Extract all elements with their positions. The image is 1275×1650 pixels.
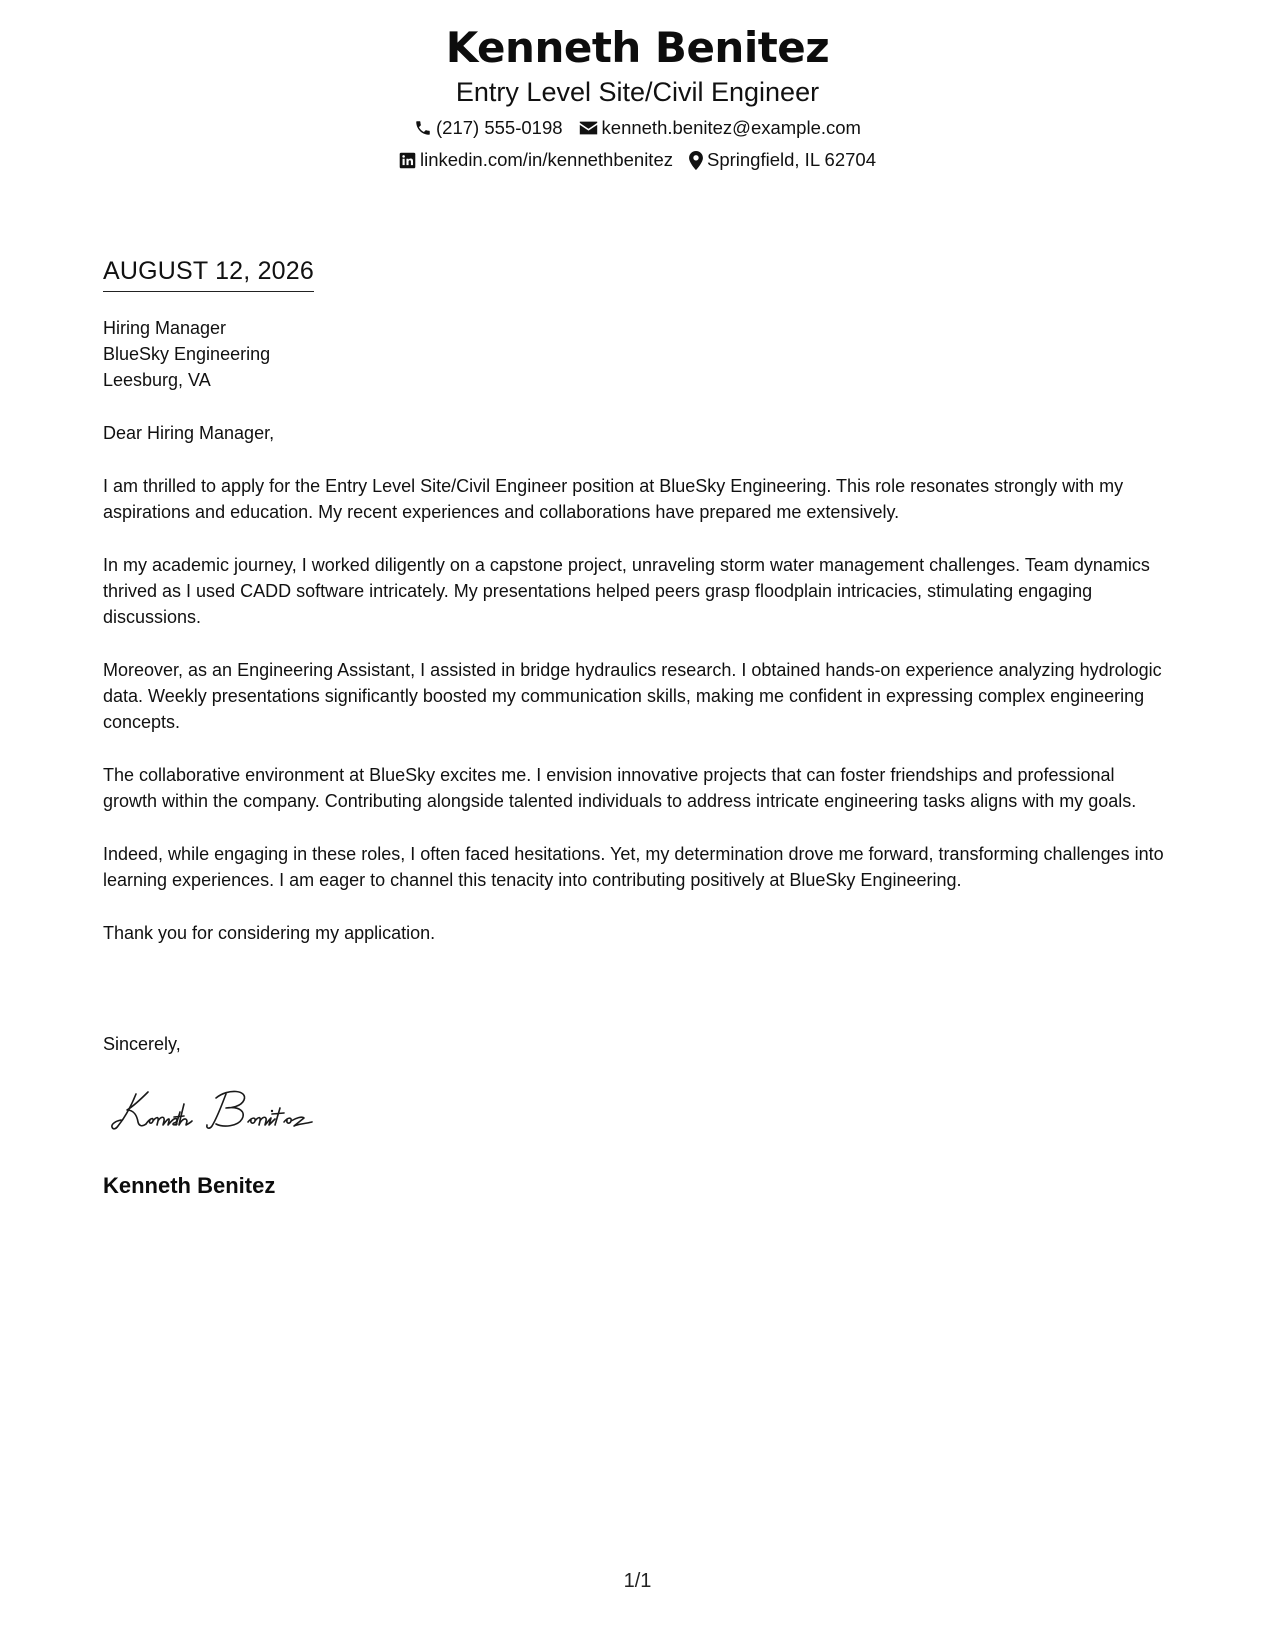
linkedin-text[interactable]: linkedin.com/in/kennethbenitez	[419, 149, 673, 170]
phone-icon	[414, 119, 432, 137]
contact-row-primary	[0, 113, 1275, 143]
email-contact[interactable]	[579, 116, 861, 140]
salutation: Dear Hiring Manager,	[103, 423, 275, 443]
page-number: 1/1	[623, 1570, 652, 1592]
body-paragraph: The collaborative environment at BlueSky excites me. I envision innovative projects that can foster friendships and professional growth within the company. Contributing alongside talented individuals to address intricate engineering tasks aligns with my goals.	[103, 765, 1137, 811]
letter-body	[103, 315, 1173, 946]
signer-name: Kenneth Benitez	[103, 1173, 276, 1198]
recipient-block	[103, 315, 1173, 393]
recipient-location: Leesburg, VA	[103, 370, 211, 390]
body-paragraph: Moreover, as an Engineering Assistant, I assisted in bridge hydraulics research. I obtained hands-on experience analyzing hydrologic data. Weekly presentations significantly boosted my communication skills, making me confident in expressing complex engineering concepts.	[103, 660, 1162, 732]
job-title: Entry Level Site/Civil Engineer	[455, 77, 820, 107]
location-text: Springfield, IL 62704	[706, 149, 877, 170]
envelope-icon	[579, 120, 598, 136]
closing: Sincerely,	[103, 1034, 181, 1054]
body-paragraph: In my academic journey, I worked diligently on a capstone project, unraveling storm water management challenges. Team dynamics thrived as I used CADD software intricately. My presentations helped peers grasp floodplain intricacies, stimulating engaging discussions.	[103, 555, 1150, 627]
recipient-company: BlueSky Engineering	[103, 344, 271, 364]
phone-contact	[414, 116, 563, 140]
thank-you-line: Thank you for considering my application.	[103, 923, 436, 943]
phone-text: (217) 555-0198	[436, 117, 563, 138]
body-paragraph: I am thrilled to apply for the Entry Level Site/Civil Engineer position at BlueSky Engineering. This role resonates strongly with my aspirations and education. My recent experiences and collaborations have prepared me extensively.	[103, 476, 1124, 522]
location-contact	[689, 148, 876, 172]
email-text[interactable]: kenneth.benitez@example.com	[601, 117, 861, 138]
linkedin-contact[interactable]	[399, 148, 673, 172]
map-pin-icon	[689, 151, 703, 170]
recipient-line: Hiring Manager	[103, 318, 227, 338]
letter-date: AUGUST 12, 2026	[103, 256, 314, 292]
letter-header	[0, 22, 1275, 175]
body-paragraph: Indeed, while engaging in these roles, I often faced hesitations. Yet, my determination drove me forward, transforming challenges into learning experiences. I am eager to channel this tenacity into contributing positively at BlueSky Engineering.	[103, 844, 1164, 890]
contact-row-secondary	[0, 145, 1275, 175]
applicant-name: Kenneth Benitez	[445, 23, 830, 72]
linkedin-icon	[399, 152, 416, 169]
handwritten-signature	[108, 1080, 368, 1140]
